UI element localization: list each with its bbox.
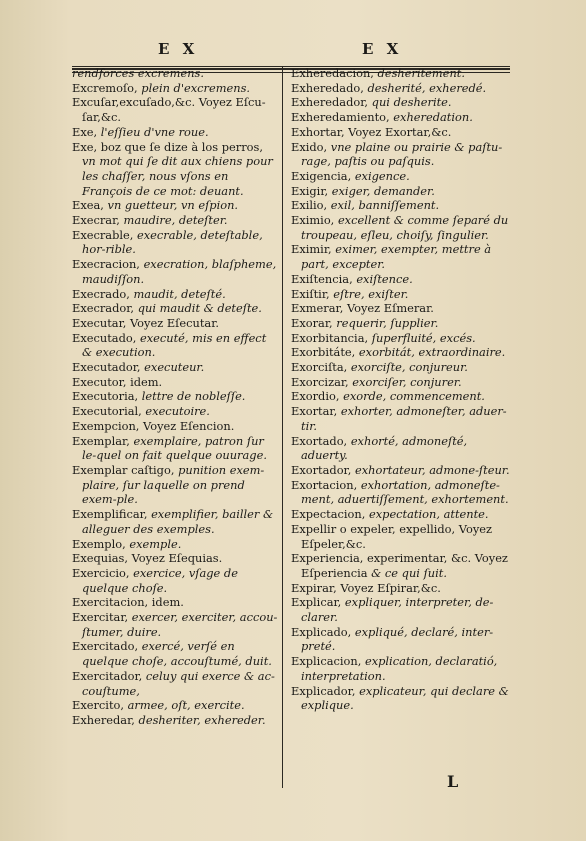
entry-definition: executeur. (144, 360, 205, 375)
dictionary-entry (291, 140, 513, 169)
entry-definition: execration, blaſpheme, maudiſſon. (82, 257, 277, 286)
dictionary-entry (291, 684, 513, 713)
dictionary-entry (291, 625, 513, 654)
dictionary-entry (291, 331, 513, 346)
dictionary-entry (72, 419, 278, 434)
entry-definition: exorde, commencement. (343, 389, 485, 404)
entry-lemma: Exigencia, (291, 168, 355, 183)
running-header (0, 28, 586, 64)
dictionary-entry (72, 81, 278, 96)
entry-lemma: Executar, Voyez Eſecutar. (72, 315, 220, 330)
dictionary-entry (291, 389, 513, 404)
entry-lemma: Executorial, (72, 404, 146, 419)
entry-definition: punition exem-plaire, ſur laquelle on prend exem-ple. (82, 462, 265, 507)
dictionary-entry (291, 507, 513, 522)
entry-lemma: Exortado, (291, 433, 351, 448)
entry-lemma: Exemplo, (72, 536, 130, 551)
entry-definition: expliqué, declaré, inter-preté. (301, 624, 494, 654)
dictionary-entry (72, 257, 278, 286)
entry-lemma: Executador, (72, 360, 145, 375)
dictionary-entry (72, 463, 278, 507)
dictionary-entry (72, 287, 278, 302)
dictionary-entry (72, 198, 278, 213)
dictionary-entry (72, 316, 278, 331)
entry-lemma: Exemplar, (72, 433, 134, 448)
entry-lemma: Excremoſo, (72, 80, 142, 95)
entry-lemma: Explicacion, (291, 654, 365, 669)
dictionary-entry (291, 581, 513, 596)
entry-lemma: Exorbitancia, (291, 330, 372, 345)
entry-lemma: Executoria, (72, 389, 142, 404)
entry-definition: desheriter, exhereder. (138, 712, 266, 727)
dictionary-entry (291, 184, 513, 199)
entry-lemma: Explicado, (291, 624, 355, 639)
entry-definition: explicateur, qui declare & explique. (301, 683, 509, 713)
entry-lemma: Eximir, (291, 242, 336, 257)
entry-lemma: Experiencia, experimentar, &c. Voyez Eſperiencia (291, 551, 508, 580)
entry-lemma: Exheredar, (72, 712, 139, 727)
entry-definition: execrable, deteſtable, hor-rible. (82, 227, 263, 257)
entry-definition: exemplaire, patron ſur le-quel on fait quelque ouurage. (82, 433, 267, 463)
dictionary-entry (72, 66, 278, 81)
dictionary-entry (72, 669, 278, 698)
dictionary-entry (291, 551, 513, 580)
entry-definition: exemplifier, bailler & alleguer des exemples. (82, 507, 274, 536)
dictionary-entry (291, 242, 513, 271)
entry-definition: exercice, vſage de quelque choſe. (82, 565, 238, 595)
dictionary-entry (72, 140, 278, 199)
entry-lemma: Execracion, (72, 257, 144, 272)
dictionary-entry (72, 610, 278, 639)
dictionary-entry (72, 639, 278, 668)
entry-lemma: Exheredado, (291, 80, 368, 95)
entry-lemma: Exortador, (291, 462, 355, 477)
entry-definition: qui maudit & deteſte. (137, 301, 262, 316)
entry-lemma: Exercitado, (72, 639, 142, 654)
entry-lemma: Exorcizar, (291, 374, 353, 389)
entry-lemma: Exmerar, Voyez Eſmerar. (291, 301, 434, 316)
entry-definition: desheritement. (377, 66, 465, 80)
dictionary-entry (72, 551, 278, 566)
dictionary-entry (291, 345, 513, 360)
left-column (72, 66, 278, 728)
entry-definition: exhortation, admoneſte-ment, aduertiſſement, exhortement. (301, 477, 509, 507)
entry-definition: exorciſer, conjurer. (352, 374, 462, 389)
entry-definition: exhorter, admoneſter, aduer-tir. (301, 404, 507, 433)
entry-definition: exil, banniſſement. (330, 198, 440, 213)
entry-lemma: Execrar, (72, 213, 124, 228)
entry-definition: & ce qui ſuit. (371, 565, 447, 580)
dictionary-entry (291, 360, 513, 375)
dictionary-entry (291, 81, 513, 96)
entry-definition: maudire, deteſter. (123, 213, 228, 228)
entry-lemma: Exiſtir, (291, 286, 334, 301)
entry-definition: celuy qui exerce & ac-couſtume, (82, 668, 275, 698)
entry-lemma: Exorar, (291, 315, 337, 330)
entry-lemma: Exortar, (291, 404, 341, 419)
entry-lemma: Explicador, (291, 683, 360, 698)
dictionary-entry (291, 198, 513, 213)
dictionary-entry (291, 272, 513, 287)
dictionary-entry (72, 375, 278, 390)
entry-definition: eſtre, exiſter. (333, 286, 409, 301)
dictionary-entry (72, 389, 278, 404)
entry-definition: exiger, demander. (331, 183, 435, 198)
entry-definition: exiſtence. (356, 271, 413, 286)
dictionary-entry (72, 537, 278, 552)
entry-lemma: Excuſar,excuſado,&c. Voyez Eſcu-ſar,&c. (72, 95, 266, 125)
entry-lemma: Exorbitáte, (291, 345, 359, 360)
entry-lemma: Exempcion, Voyez Eſencion. (72, 418, 235, 433)
dictionary-entry (291, 463, 513, 478)
entry-lemma: Exhortar, Voyez Exortar,&c. (291, 124, 452, 139)
entry-lemma: Exemplificar, (72, 507, 152, 522)
entry-lemma: Exheredamiento, (291, 110, 394, 125)
dictionary-entry (291, 478, 513, 507)
entry-lemma: Executado, (72, 330, 140, 345)
dictionary-entry (72, 698, 278, 713)
entry-definition: vn guetteur, vn eſpion. (107, 198, 239, 213)
entry-lemma: Eximio, (291, 213, 338, 228)
dictionary-entry (291, 375, 513, 390)
entry-definition: exercer, exerciter, accou-ſtumer, duire. (82, 610, 278, 639)
entry-lemma: Exercitador, (72, 668, 146, 683)
dictionary-entry (72, 228, 278, 257)
dictionary-entry (291, 522, 513, 551)
dictionary-entry (291, 125, 513, 140)
entry-definition: armee, oſt, exercite. (127, 698, 245, 713)
entry-definition: l'eſſieu d'vne roue. (100, 124, 209, 139)
entry-lemma: Exordio, (291, 389, 344, 404)
entry-definition: plein d'excremens. (141, 80, 251, 95)
entry-definition: desherité, exheredé. (367, 80, 487, 95)
signature-mark: L (447, 772, 459, 791)
dictionary-entry (72, 213, 278, 228)
entry-lemma: Exercitacion, idem. (72, 595, 184, 610)
entry-lemma: Exercitar, (72, 610, 132, 625)
dictionary-entry (291, 595, 513, 624)
entry-lemma: Expellir o expeler, expellido, Voyez Eſpeler,&c. (291, 521, 492, 551)
entry-lemma: Exilio, (291, 198, 331, 213)
dictionary-entry (72, 360, 278, 375)
entry-definition: vne plaine ou prairie & paſtu-rage, paſtis ou paſquis. (301, 139, 503, 169)
entry-lemma: Expectacion, (291, 507, 369, 522)
dictionary-entry (291, 404, 513, 433)
entry-lemma: Exheredacion, (291, 66, 378, 80)
entry-lemma: Execrado, (72, 286, 134, 301)
entry-lemma: Exheredador, (291, 95, 372, 110)
dictionary-entry (72, 404, 278, 419)
entry-definition: exigence. (354, 168, 410, 183)
entry-lemma: Executor, idem. (72, 374, 163, 389)
entry-lemma: Exiſtencia, (291, 271, 357, 286)
entry-definition: qui desherite. (371, 95, 452, 110)
entry-lemma: Execrable, (72, 227, 138, 242)
dictionary-entry (72, 434, 278, 463)
entry-lemma: Exigir, (291, 183, 332, 198)
dictionary-entry (291, 654, 513, 683)
entry-definition: vn mot qui ſe dit aux chiens pour les chaſſer, nous vſons en François de ce mot: deuant. (82, 154, 273, 198)
dictionary-entry (72, 301, 278, 316)
dictionary-entry (291, 95, 513, 110)
entry-definition: lettre de nobleſſe. (141, 389, 246, 404)
dictionary-entry (291, 301, 513, 316)
entry-definition: exhorté, admoneſté, aduerty. (301, 433, 468, 463)
entry-lemma: Exercito, (72, 698, 128, 713)
entry-lemma: Exido, (291, 139, 331, 154)
entry-definition: exercé, verſé en quelque choſe, accouſtumé, duit. (82, 639, 272, 669)
entry-definition: exorciſte, conjureur. (350, 360, 468, 375)
dictionary-entry (291, 287, 513, 302)
entry-lemma: Exe, boz que ſe dize à los perros, (72, 139, 263, 154)
entry-definition: exheredation. (393, 110, 473, 125)
entry-lemma: Exequias, Voyez Eſequias. (72, 551, 223, 566)
dictionary-entry (291, 169, 513, 184)
entry-definition: eximer, exempter, mettre à part, excepter. (301, 242, 492, 272)
entry-definition: expectation, attente. (368, 507, 489, 522)
dictionary-entry (291, 213, 513, 242)
entry-definition: executoire. (145, 404, 210, 419)
dictionary-entry (291, 434, 513, 463)
entry-lemma: Exea, (72, 198, 108, 213)
entry-definition: explication, declaratió, interpretation. (301, 654, 498, 683)
entry-definition: excellent & comme ſeparé du troupeau, eſleu, choiſy, ſingulier. (301, 213, 509, 242)
header-guideword-left: E X (158, 40, 199, 58)
dictionary-entry (72, 713, 278, 728)
entry-lemma: Exercicio, (72, 565, 134, 580)
entry-lemma: Exemplar caſtigo, (72, 462, 179, 477)
dictionary-entry (72, 507, 278, 536)
dictionary-entry (72, 595, 278, 610)
dictionary-entry (291, 66, 513, 81)
dictionary-entry (291, 316, 513, 331)
entry-definition: exemple. (129, 536, 182, 551)
entry-lemma: Explicar, (291, 595, 345, 610)
dictionary-entry (72, 95, 278, 124)
entry-definition: executé, mis en effect & execution. (82, 330, 267, 360)
entry-definition: requerir, ſupplier. (336, 315, 439, 330)
entry-lemma: Expirar, Voyez Eſpirar,&c. (291, 580, 441, 595)
entry-definition: expliquer, interpreter, de-clarer. (301, 595, 494, 625)
dictionary-entry (291, 110, 513, 125)
dictionary-entry (72, 331, 278, 360)
entry-lemma: Exorciſta, (291, 360, 351, 375)
dictionary-entry (72, 125, 278, 140)
entry-lemma: Exortacion, (291, 477, 361, 492)
entry-definition: rendforces excremens. (72, 66, 204, 80)
column-divider (282, 66, 283, 788)
entry-lemma: Execrador, (72, 301, 138, 316)
dictionary-entry (72, 566, 278, 595)
header-guideword-right: E X (362, 40, 403, 58)
entry-definition: exorbitát, extraordinaire. (358, 345, 506, 360)
entry-lemma: Exe, (72, 124, 101, 139)
entry-definition: maudit, deteſté. (133, 286, 226, 301)
entry-definition: ſuperfluité, excés. (371, 330, 476, 345)
entry-definition: exhortateur, admone-ſteur. (355, 462, 510, 477)
right-column (291, 66, 513, 713)
